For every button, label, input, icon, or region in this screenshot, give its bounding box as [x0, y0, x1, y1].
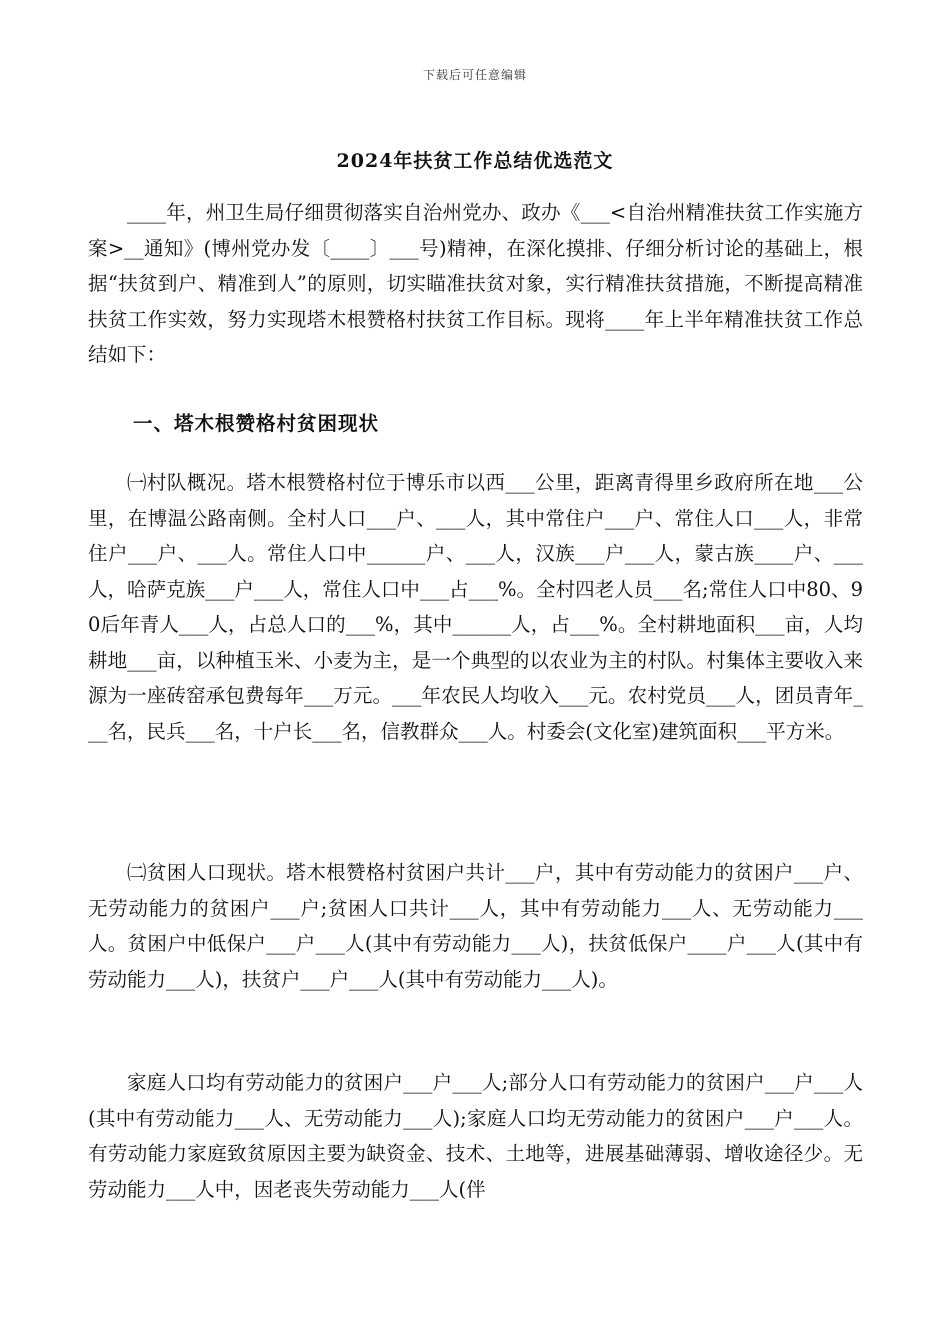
document-title: 2024年扶贫工作总结优选范文: [336, 150, 614, 172]
intro-paragraph: ____年，州卫生局仔细贯彻落实自治州党办、政办《___<自治州精准扶贫工作实施方案>__通知》(博州党办发〔____〕___号)精神，在深化摸排、仔细分析讨论的基础上，根据“扶贫到户、精准到人”的原则，切实瞄准扶贫对象，实行精准扶贫措施，不断提高精准扶贫工作实效，努力实现塔木根赞格村扶贫工作目标。现将____年上半年精准扶贫工作总结如下：: [88, 201, 863, 366]
poverty-status-paragraph: ㈡贫困人口现状。塔木根赞格村贫困户共计___户，其中有劳动能力的贫困户___户、无劳动能力的贫困户___户;贫困人口共计___人，其中有劳动能力___人、无劳动能力___人。贫困户中低保户___户___人(其中有劳动能力___人)，扶贫低保户____户___人(其中有劳动能力___人)，扶贫户___户___人(其中有劳动能力___人)。: [88, 861, 863, 991]
village-overview-paragraph: ㈠村队概况。塔木根赞格村位于博乐市以西___公里，距离青得里乡政府所在地___公里，在博温公路南侧。全村人口___户、___人，其中常住户___户、常住人口___人，非常住户___户、___人。常住人口中______户、___人，汉族___户___人，蒙古族____户、___人，哈萨克族___户___人，常住人口中___占___%。全村四老人员___名;常住人口中80、90后年青人___人，占总人口的___%，其中______人，占___%。全村耕地面积___亩，人均耕地___亩，以种植玉米、小麦为主，是一个典型的以农业为主的村队。村集体主要收入来源为一座砖窑承包费每年___万元。___年农民人均收入___元。农村党员___人，团员青年___名，民兵___名，十户长___名，信教群众___人。村委会(文化室)建筑面积___平方米。: [88, 471, 863, 743]
household-labor-paragraph: 家庭人口均有劳动能力的贫困户___户___人;部分人口有劳动能力的贫困户___户___人(其中有劳动能力___人、无劳动能力___人);家庭人口均无劳动能力的贫困户___户___人。有劳动能力家庭致贫原因主要为缺资金、技术、土地等，进展基础薄弱、增收途径少。无劳动能力___人中，因老丧失劳动能力___人(伴: [88, 1071, 863, 1201]
header-note: 下载后可任意编辑: [422, 68, 527, 82]
section-heading: 一、塔木根赞格村贫困现状: [133, 412, 380, 435]
